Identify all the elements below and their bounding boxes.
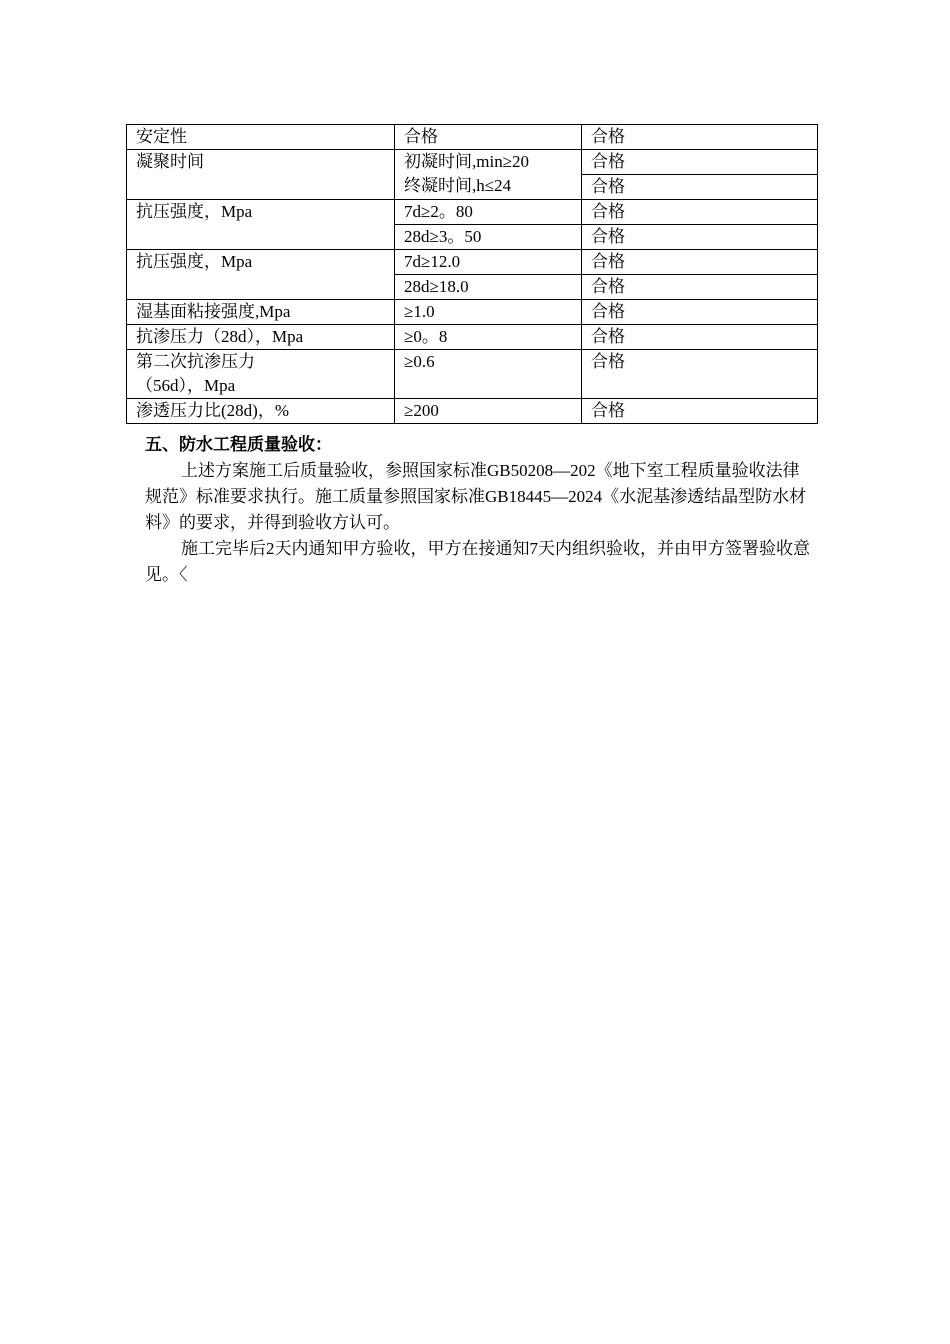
- table-cell-result: 合格: [582, 325, 818, 350]
- table-row: [127, 350, 818, 399]
- table-cell-item: 凝聚时间: [127, 150, 395, 200]
- table-cell-result: 合格: [582, 125, 818, 150]
- table-cell-result: 合格: [582, 250, 818, 275]
- table-row: [127, 399, 818, 424]
- table-cell-result: 合格: [582, 225, 818, 250]
- table-cell-requirement: 28d≥18.0: [395, 275, 582, 300]
- table-cell-item: 抗压强度，Mpa: [127, 250, 395, 300]
- table-cell-result: 合格: [582, 275, 818, 300]
- table-cell-requirement: ≥0。8: [395, 325, 582, 350]
- table-cell-requirement: 28d≥3。50: [395, 225, 582, 250]
- table-cell-requirement: [395, 150, 582, 200]
- table-row: [127, 200, 818, 225]
- table-cell-requirement: ≥200: [395, 399, 582, 424]
- table-cell-item: 湿基面粘接强度,Mpa: [127, 300, 395, 325]
- table-cell-result: 合格: [582, 175, 818, 200]
- table-cell-result: 合格: [582, 350, 818, 399]
- table-cell-result: 合格: [582, 200, 818, 225]
- table-cell-requirement: 合格: [395, 125, 582, 150]
- table-cell-requirement: 7d≥2。80: [395, 200, 582, 225]
- table-cell-result: 合格: [582, 399, 818, 424]
- table-row: [127, 325, 818, 350]
- table-row: [127, 250, 818, 275]
- table-cell-item: 安定性: [127, 125, 395, 150]
- table-cell-item: 抗压强度，Mpa: [127, 200, 395, 250]
- requirement-line: 终凝时间,h≤24: [404, 176, 512, 195]
- table-cell-result: 合格: [582, 300, 818, 325]
- requirement-line: 初凝时间,min≥20: [404, 152, 530, 171]
- table-row: [127, 150, 818, 175]
- table-row: [127, 125, 818, 150]
- table-row: [127, 300, 818, 325]
- table-cell-result: 合格: [582, 150, 818, 175]
- table-cell-item: 渗透压力比(28d)，%: [127, 399, 395, 424]
- table-cell-requirement: 7d≥12.0: [395, 250, 582, 275]
- table-cell-requirement: ≥0.6: [395, 350, 582, 399]
- section-heading: 五、防水工程质量验收：: [145, 435, 332, 454]
- table-cell-requirement: ≥1.0: [395, 300, 582, 325]
- paragraph-inspection: 施工完毕后2天内通知甲方验收，甲方在接通知7天内组织验收，并由甲方签署验收意见。〈: [145, 539, 810, 584]
- table-cell-item: 抗渗压力（28d），Mpa: [127, 325, 395, 350]
- spec-table: [126, 124, 818, 424]
- table-cell-item: 第二次抗渗压力（56d），Mpa: [127, 350, 395, 399]
- paragraph-standards: 上述方案施工后质量验收，参照国家标准GB50208—202《地下室工程质量验收法律规范》标准要求执行。施工质量参照国家标准GB18445—2024《水泥基渗透结晶型防水材料》的要求，并得到验收方认可。: [145, 461, 807, 532]
- acceptance-section: [145, 432, 815, 588]
